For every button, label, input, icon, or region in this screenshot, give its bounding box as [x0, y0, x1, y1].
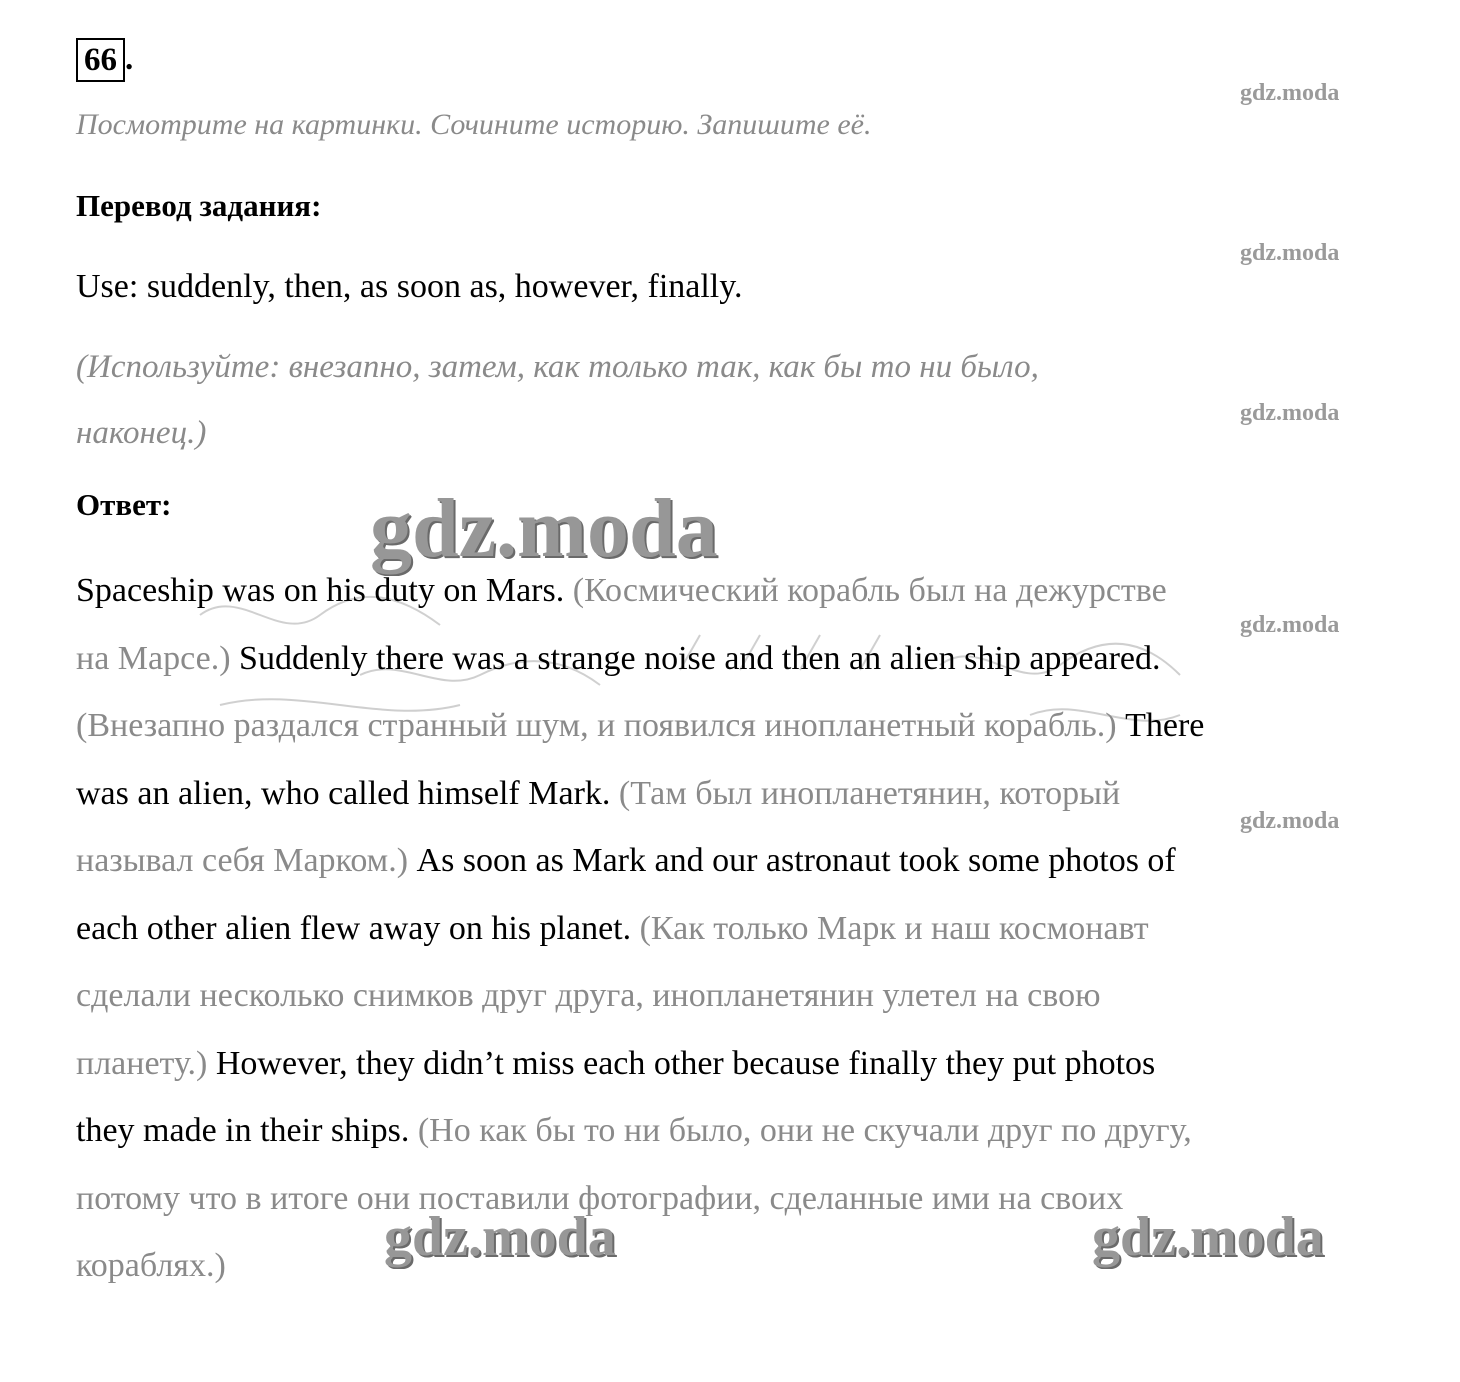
task-number-box: 66 [76, 38, 125, 82]
answer-heading: Ответ: [76, 487, 172, 522]
russian-translation-segment: кораблях.) [76, 1247, 226, 1284]
use-words-line: Use: suddenly, then, as soon as, however, finally. [76, 268, 743, 305]
russian-translation-segment: (Космический корабль был на дежурстве [572, 572, 1167, 609]
russian-translation-segment: планету.) [76, 1044, 216, 1082]
task-number [76, 36, 133, 82]
use-translation-line-2: наконец.) [76, 415, 207, 451]
russian-translation-segment: (Как только Марк и наш космонавт [639, 909, 1149, 947]
use-translation-line-1: (Используйте: внезапно, затем, как только так, как бы то ни было, [76, 349, 1039, 385]
english-text-segment: Suddenly there was a strange noise and then an alien ship appeared. [239, 639, 1161, 677]
watermark-small-2: gdz.moda [1240, 240, 1340, 266]
russian-translation-segment: (Внезапно раздался странный шум, и появился инопланетный корабль.) [76, 707, 1126, 744]
answer-line [76, 1097, 1376, 1165]
answer-line [76, 1030, 1376, 1098]
use-words-translation [76, 334, 1276, 466]
russian-translation-segment: потому что в итоге они поставили фотографии, сделанные ими на своих [76, 1179, 1124, 1217]
watermark-bottom-right: gdz.moda [1092, 1206, 1324, 1268]
answer-line [76, 962, 1376, 1030]
russian-translation-segment: на Марсе.) [76, 639, 240, 677]
task-instruction: Посмотрите на картинки. Сочините историю. Запишите её. [76, 108, 872, 141]
answer-text [76, 557, 1376, 1300]
watermark-small-4: gdz.moda [1240, 612, 1340, 638]
english-text-segment: they made in their ships. [76, 1112, 418, 1149]
task-number-dot: . [125, 41, 134, 77]
english-text-segment: was an alien, who called himself Mark. [76, 774, 619, 812]
watermark-small-1: gdz.moda [1240, 80, 1340, 106]
watermark-bottom-left: gdz.moda [384, 1206, 616, 1268]
english-text-segment: However, they didn’t miss each other because finally they put photos [215, 1044, 1156, 1082]
russian-translation-segment: (Там был инопланетянин, который [618, 774, 1121, 812]
russian-translation-segment: (Но как бы то ни было, они не скучали друг по другу, [417, 1112, 1192, 1149]
russian-translation-segment: называл себя Марком.) [76, 842, 417, 879]
watermark-small-5: gdz.moda [1240, 808, 1340, 834]
answer-line [76, 827, 1376, 895]
answer-line [76, 895, 1376, 963]
answer-line [76, 692, 1376, 760]
translation-heading: Перевод задания: [76, 188, 322, 223]
english-text-segment: each other alien flew away on his planet. [76, 909, 640, 947]
answer-line [76, 625, 1376, 693]
watermark-large: gdz.moda [370, 482, 718, 575]
watermark-small-3: gdz.moda [1240, 400, 1340, 426]
english-text-segment: As soon as Mark and our astronaut took some photos of [416, 842, 1176, 879]
english-text-segment: There [1125, 707, 1205, 744]
english-text-segment: Spaceship was on his duty on Mars. [76, 572, 573, 609]
russian-translation-segment: сделали несколько снимков друг друга, инопланетянин улетел на свою [76, 977, 1101, 1014]
answer-line [76, 760, 1376, 828]
answer-line [76, 557, 1376, 625]
